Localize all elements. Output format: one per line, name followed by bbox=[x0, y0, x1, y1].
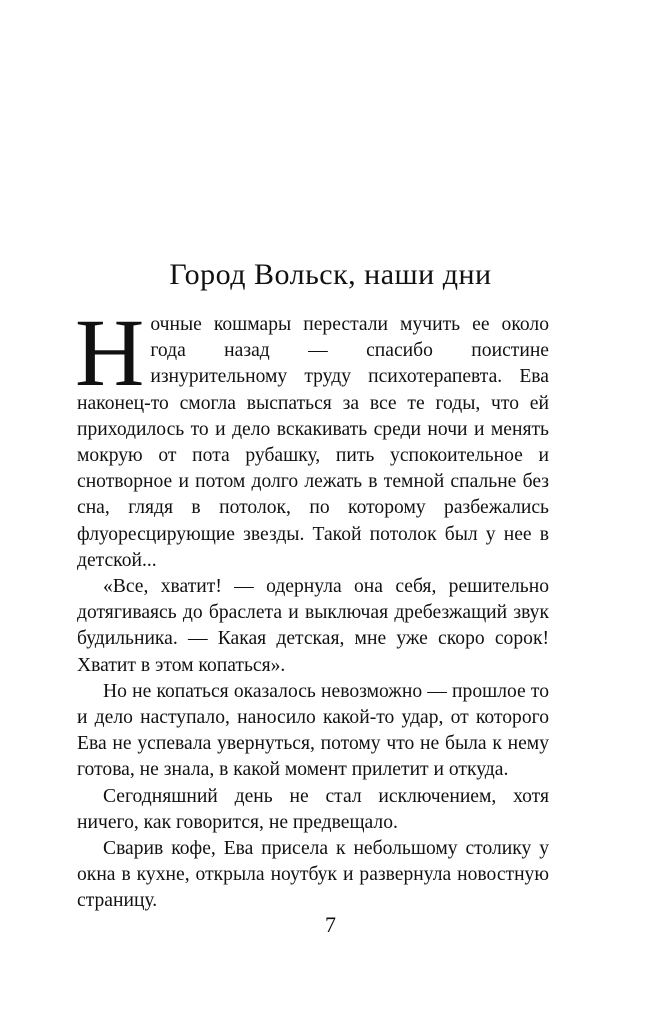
body-text bbox=[75, 299, 549, 915]
paragraph-1-text: очные кошмары перестали мучить ее около года назад — спасибо поистине изнурительному труду психотерапевта. Ева наконец-то смогла выспаться за все те годы, что ей приходилось то и дело вскакивать среди ночи и менять мокрую от пота рубашку, пить успокоительное и снотворное и потом долго лежать в темной спальне без сна, глядя в потолок, по которому разбежались флуоресцирующие звезды. Такой потолок был у нее в детской... bbox=[77, 314, 549, 571]
paragraph-2: «Все, хватит! — одернула она себя, решительно дотягиваясь до браслета и выключая дребезжащий звук будильника. — Какая детская, мне уже скоро сорок! Хватит в этом копаться». bbox=[77, 576, 549, 676]
chapter-title: Город Вольск, наши дни bbox=[169, 258, 492, 291]
paragraph-3: Но не копаться оказалось невозможно — прошлое то и дело наступало, наносило какой-то удар, от которого Ева не успевала увернуться, потому что не была к нему готова, не знала, в какой момент прилетит и откуда. bbox=[77, 680, 549, 781]
drop-cap: Н bbox=[75, 299, 145, 406]
paragraph-5: Сварив кофе, Ева присела к небольшому столику у окна в кухне, открыла ноутбук и развернула новостную страницу. bbox=[77, 838, 549, 912]
page-number: 7 bbox=[325, 912, 336, 937]
paragraph-1 bbox=[75, 299, 549, 574]
paragraph-4: Сегодняшний день не стал исключением, хотя ничего, как говорится, не предвещало. bbox=[77, 785, 549, 833]
